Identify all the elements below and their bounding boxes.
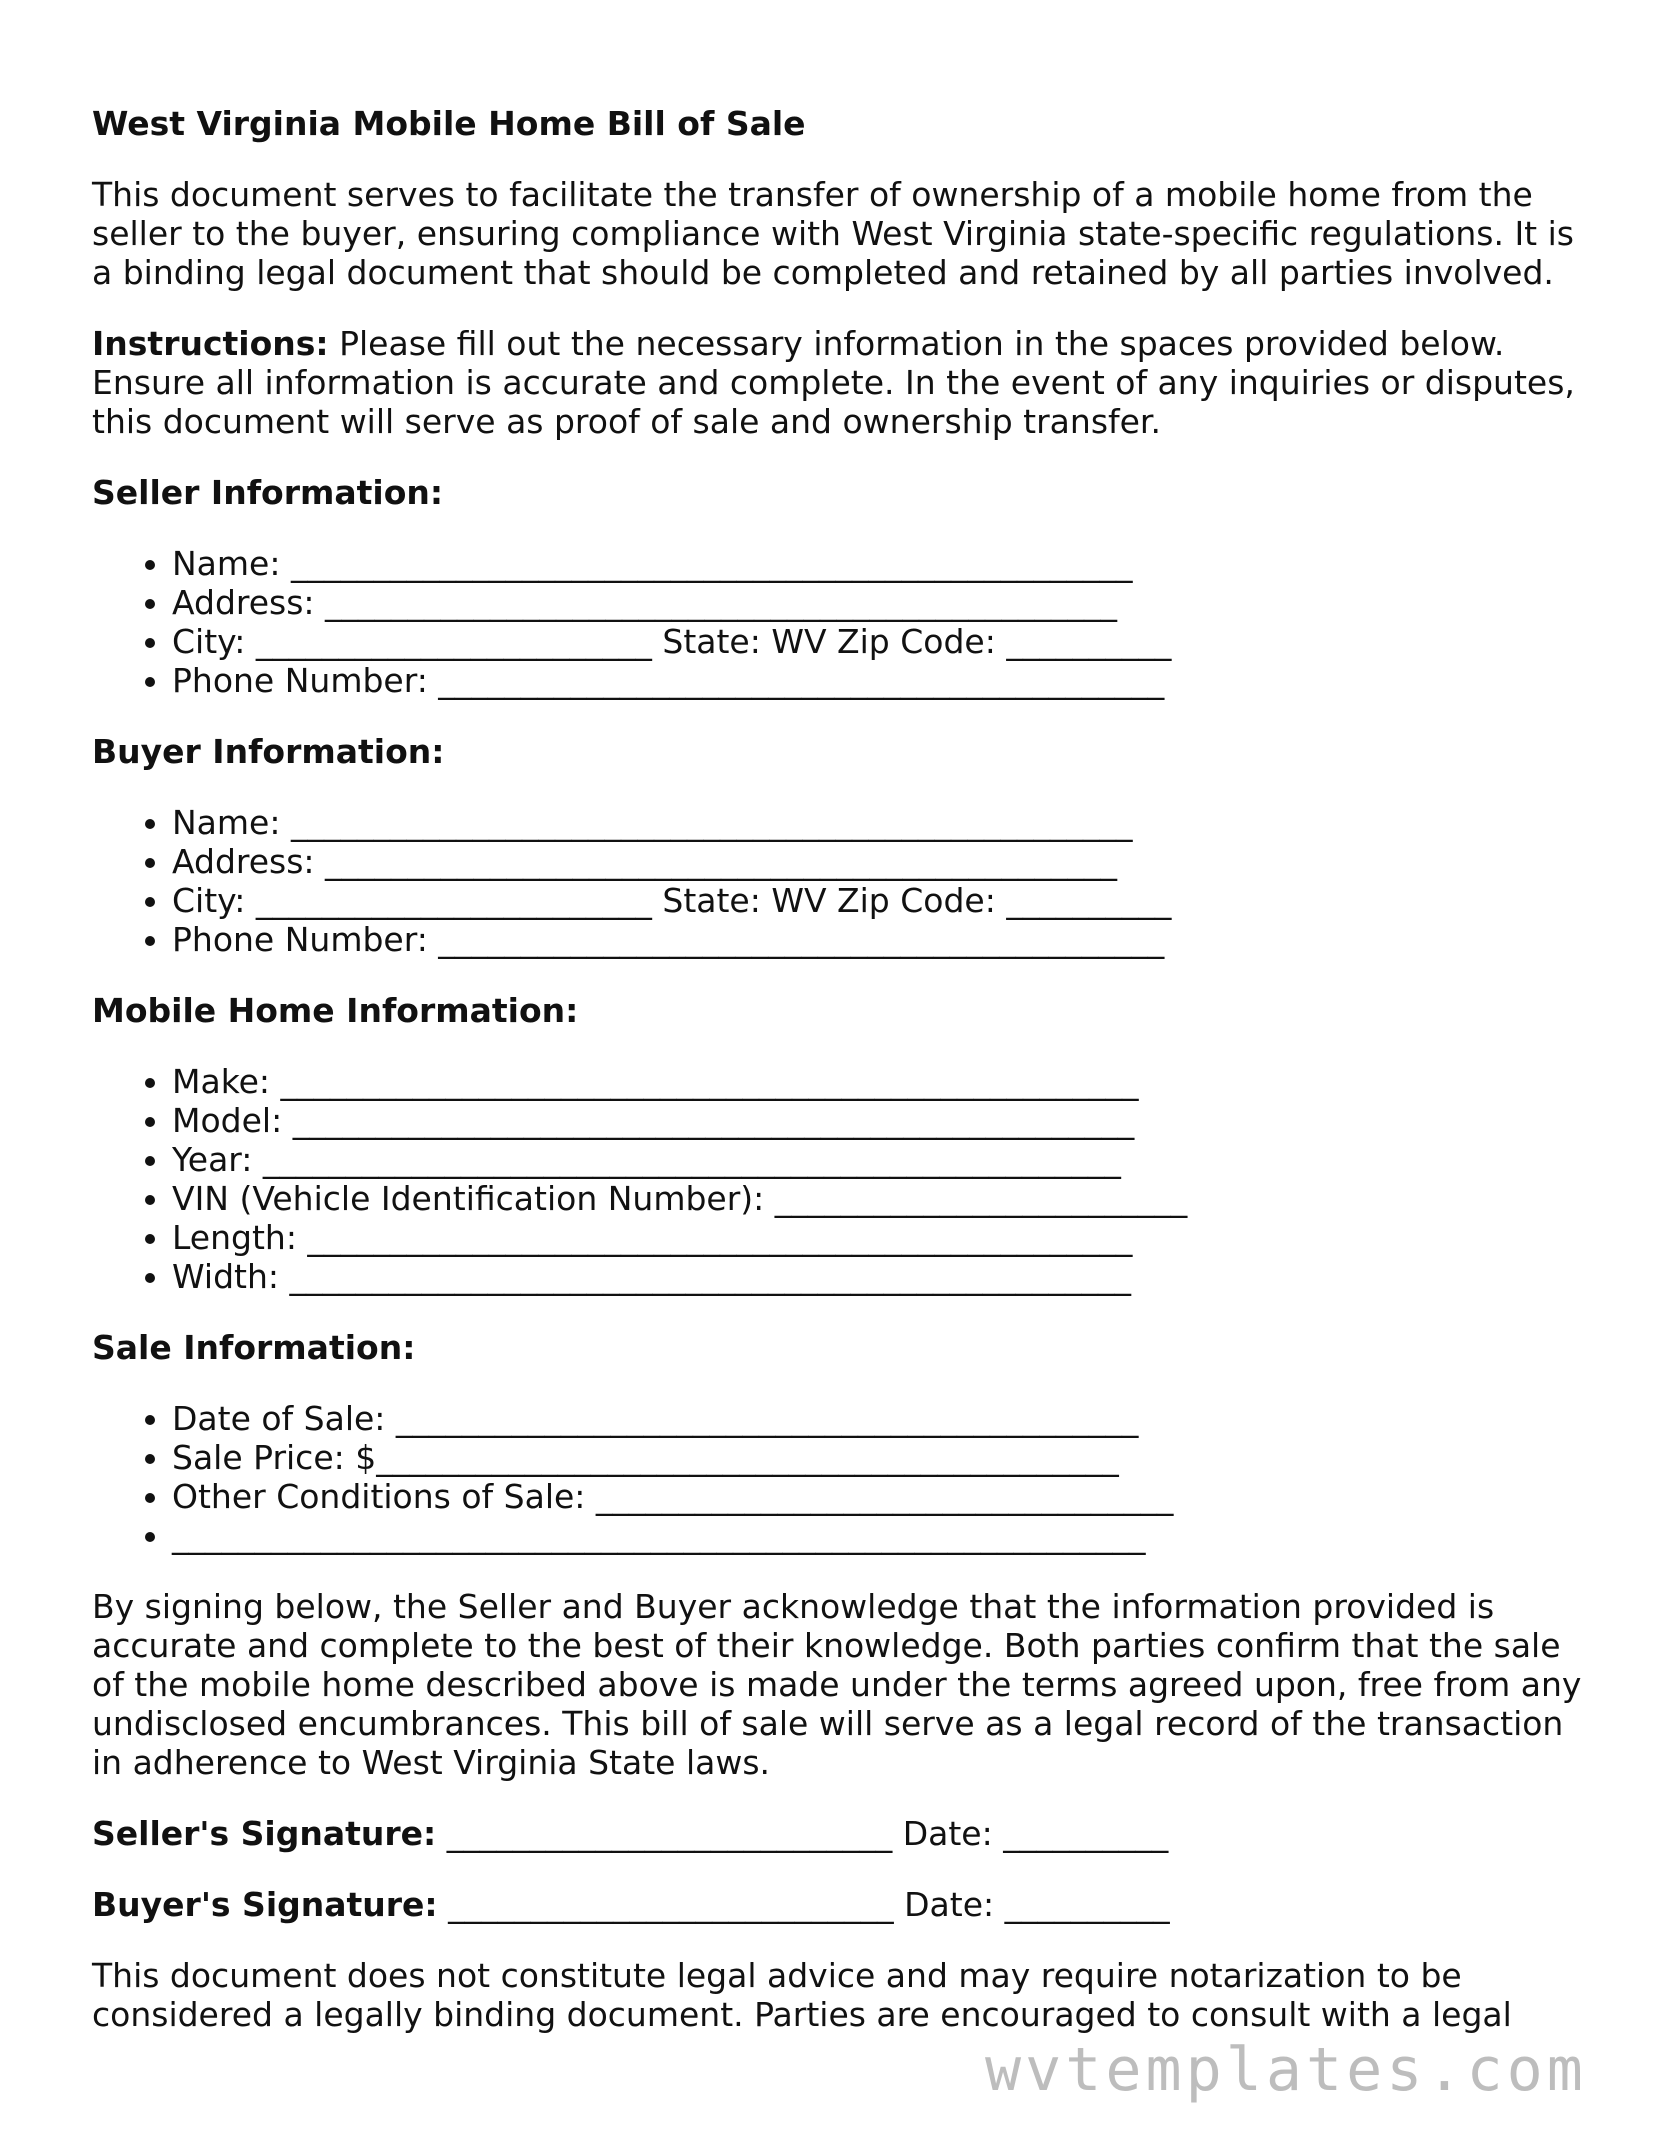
width-field[interactable]: • Width: ___________________________________________________ — [172, 1257, 1592, 1296]
mobile-home-fields — [92, 1062, 1592, 1296]
buyer-city-state-zip-field[interactable]: • City: ________________________ State: WV Zip Code: __________ — [172, 881, 1592, 920]
buyer-name-field[interactable]: • Name: ___________________________________________________ — [172, 803, 1592, 842]
sale-fields — [92, 1399, 1592, 1555]
buyer-signature-blank[interactable]: ___________________________ Date: __________ — [437, 1885, 1170, 1924]
buyer-phone-field[interactable]: • Phone Number: ____________________________________________ — [172, 920, 1592, 959]
instructions-label: Instructions: — [92, 324, 329, 363]
other-conditions-continued-field[interactable]: • ___________________________________________________________ — [172, 1516, 1592, 1555]
seller-signature-line[interactable] — [92, 1814, 1592, 1853]
seller-address-field[interactable]: • Address: ________________________________________________ — [172, 583, 1592, 622]
watermark: wvtemplates.com — [985, 2035, 1587, 2105]
year-field[interactable]: • Year: ____________________________________________________ — [172, 1140, 1592, 1179]
disclaimer-paragraph: This document does not constitute legal advice and may require notarization to be considered a legally binding document. Parties are encouraged to consult with a legal — [92, 1956, 1512, 2034]
document-page — [92, 104, 1592, 2066]
vin-field[interactable]: • VIN (Vehicle Identification Number): _________________________ — [172, 1179, 1592, 1218]
length-field[interactable]: • Length: __________________________________________________ — [172, 1218, 1592, 1257]
buyer-heading: Buyer Information: — [92, 732, 445, 771]
instructions-paragraph — [92, 324, 1592, 441]
acknowledgement-paragraph: By signing below, the Seller and Buyer acknowledge that the information provided is accurate and complete to the best of their knowledge. Both parties confirm that the sale of the mobile home described above is made under the terms agreed upon, free from any undisclosed encumbrances. This bill of sale will serve as a legal record of the transaction in adherence to West Virginia State laws. — [92, 1587, 1582, 1782]
instructions-text: Please fill out the necessary information in the spaces provided below. Ensure all information is accurate and complete. In the event of any inquiries or disputes, this document will serve as proof of sale and ownership transfer. — [92, 324, 1575, 441]
seller-signature-blank[interactable]: ___________________________ Date: __________ — [436, 1814, 1169, 1853]
seller-phone-field[interactable]: • Phone Number: ____________________________________________ — [172, 661, 1592, 700]
other-conditions-field[interactable]: • Other Conditions of Sale: ___________________________________ — [172, 1477, 1592, 1516]
seller-signature-label: Seller's Signature: — [92, 1814, 437, 1853]
buyer-fields — [92, 803, 1592, 959]
seller-fields — [92, 544, 1592, 700]
sale-price-field[interactable]: • Sale Price: $_____________________________________________ — [172, 1438, 1592, 1477]
make-field[interactable]: • Make: ____________________________________________________ — [172, 1062, 1592, 1101]
intro-paragraph: This document serves to facilitate the transfer of ownership of a mobile home from the seller to the buyer, ensuring compliance with West Virginia state-specific regulations. It is a binding legal document that should be completed and retained by all parties involved. — [92, 175, 1574, 292]
sale-heading: Sale Information: — [92, 1328, 416, 1367]
seller-heading: Seller Information: — [92, 473, 444, 512]
mobile-home-heading: Mobile Home Information: — [92, 991, 579, 1030]
seller-city-state-zip-field[interactable]: • City: ________________________ State: WV Zip Code: __________ — [172, 622, 1592, 661]
buyer-signature-line[interactable] — [92, 1885, 1592, 1924]
seller-name-field[interactable]: • Name: ___________________________________________________ — [172, 544, 1592, 583]
document-title: West Virginia Mobile Home Bill of Sale — [92, 104, 806, 143]
model-field[interactable]: • Model: ___________________________________________________ — [172, 1101, 1592, 1140]
buyer-address-field[interactable]: • Address: ________________________________________________ — [172, 842, 1592, 881]
buyer-signature-label: Buyer's Signature: — [92, 1885, 438, 1924]
date-of-sale-field[interactable]: • Date of Sale: _____________________________________________ — [172, 1399, 1592, 1438]
